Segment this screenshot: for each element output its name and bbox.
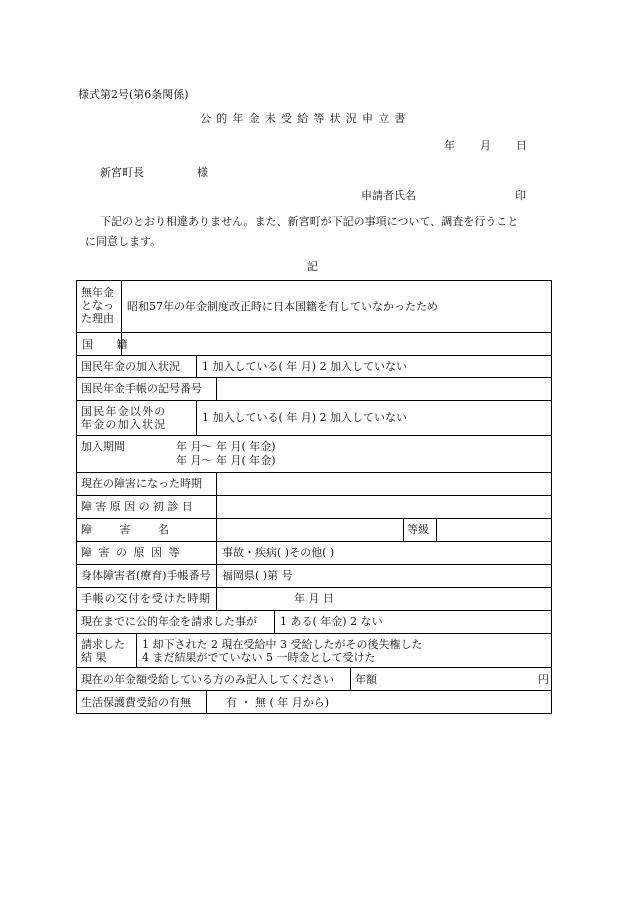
issued-value: 年 月 日 (294, 592, 334, 605)
result-value-1: 1 却下された 2 現在受給中 3 受給したがその後失権した (142, 638, 423, 651)
welfare-label: 生活保護費受給の有無 (81, 696, 191, 709)
claimed-value: 1 ある( 年金) 2 ない (280, 615, 383, 628)
addressee: 新宮町長 (100, 166, 144, 179)
form-title: 公的年金未受給等状況申立書 (200, 112, 411, 125)
other-enroll-label-2: 年金の加入状況 (81, 418, 167, 431)
handbook-label: 身体障害者(療育)手帳番号 (81, 569, 211, 582)
period-row-2: 年 月〜 年 月( 年金) (176, 454, 276, 467)
result-label-2: 結 果 (81, 651, 107, 664)
first-visit-label: 障害原因の初診日 (81, 500, 197, 513)
reason-value: 昭和57年の年金制度改正時に日本国籍を有していなかったため (127, 300, 438, 313)
disability-time-label: 現在の障害になった時期 (81, 477, 202, 490)
cause-value: 事故・疾病( )その他( ) (222, 546, 335, 559)
form-number: 様式第2号(第6条関係) (78, 88, 189, 101)
amount-prefix: 年額 (355, 673, 377, 686)
date-year: 年 (444, 139, 455, 152)
welfare-value: 有 ・ 無 ( 年 月から) (226, 696, 330, 709)
result-value-2: 4 まだ結果がでていない 5 一時金として受けた (142, 651, 376, 664)
np-enroll-value: 1 加入している( 年 月) 2 加入していない (202, 360, 408, 373)
date-month: 月 (480, 139, 491, 152)
reason-label-2: となっ (81, 299, 114, 312)
issued-label: 手帳の交付を受けた時期 (81, 592, 211, 605)
result-label-1: 請求した (81, 638, 125, 651)
period-row-1: 年 月〜 年 月( 年金) (176, 440, 276, 453)
handbook-value: 福岡県( )第 号 (222, 569, 293, 582)
applicant-name-label: 申請者氏名 (361, 189, 416, 202)
reason-label-3: た理由 (81, 312, 114, 325)
ki-heading: 記 (307, 260, 318, 273)
nationality-label: 国 籍 (82, 338, 138, 351)
seal-mark: 印 (515, 189, 526, 202)
date-day: 日 (516, 139, 527, 152)
period-label: 加入期間 (81, 440, 125, 453)
amount-label: 現在の年金額受給している方のみ記入してください (81, 673, 334, 686)
addressee-suffix: 様 (197, 166, 208, 179)
np-book-label: 国民年金手帳の記号番号 (81, 382, 202, 395)
claimed-label: 現在までに公的年金を請求した事が (81, 615, 257, 628)
statement-line-2: に同意します。 (85, 235, 162, 248)
other-enroll-label-1: 国民年金以外の (81, 405, 167, 418)
amount-unit: 円 (538, 673, 549, 686)
disability-name-label: 障 害 名 (81, 523, 181, 536)
other-enroll-value: 1 加入している( 年 月) 2 加入していない (202, 411, 408, 424)
grade-label: 等級 (407, 523, 429, 536)
form-table (76, 280, 552, 714)
cause-label: 障 害 の 原 因 等 (81, 546, 181, 559)
statement-line-1: 下記のとおり相違ありません。また、新宮町が下記の事項について、調査を行うこと (100, 215, 519, 228)
reason-label-1: 無年金 (81, 286, 114, 299)
np-enroll-label: 国民年金の加入状況 (81, 360, 180, 373)
